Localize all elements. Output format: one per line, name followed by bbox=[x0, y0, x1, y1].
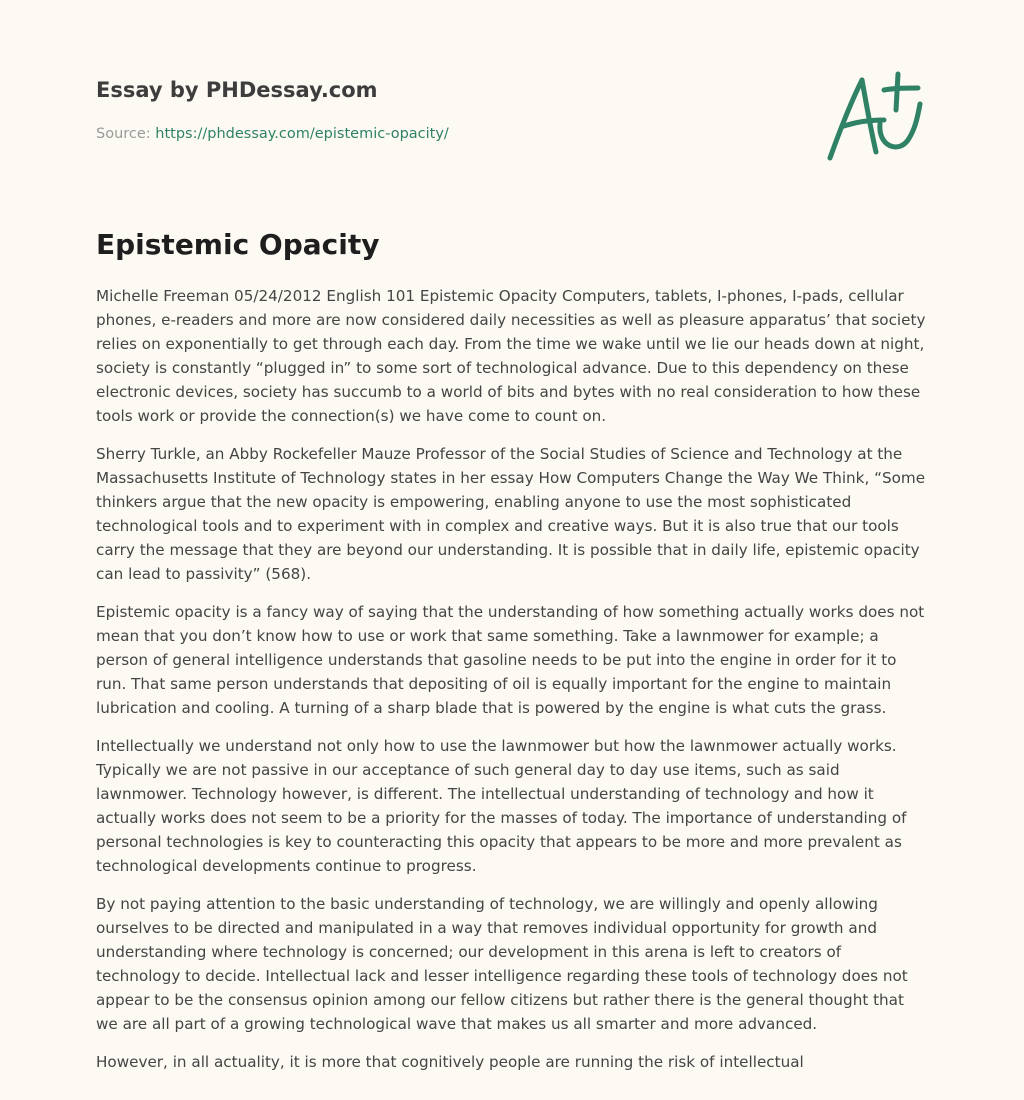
source-line bbox=[96, 124, 796, 144]
page-header bbox=[96, 74, 796, 144]
essay-paragraph: Sherry Turkle, an Abby Rockefeller Mauze Professor of the Social Studies of Science and Technology at the Massachusetts Institute of Technology states in her essay How Computers Change the Way We Think, “Some thinkers argue that the new opacity is empowering, enabling anyone to use the most sophisticated technological tools and to experiment with in complex and creative ways. But it is also true that our tools carry the message that they are beyond our understanding. It is possible that in daily life, epistemic opacity can lead to passivity” (568). bbox=[96, 445, 926, 583]
site-title: Essay by PHDessay.com bbox=[96, 78, 378, 102]
essay-paragraph: Epistemic opacity is a fancy way of saying that the understanding of how something actually works does not mean that you don’t know how to use or work that same something. Take a lawnmower for example; a person of general intelligence understands that gasoline needs to be put into the engine in order for it to run. That same person understands that depositing of oil is equally important for the engine to maintain lubrication and cooling. A turning of a sharp blade that is powered by the engine is what cuts the grass. bbox=[96, 603, 925, 717]
essay-paragraph: Michelle Freeman 05/24/2012 English 101 Epistemic Opacity Computers, tablets, I-phones, I-pads, cellular phones, e-readers and more are now considered daily necessities as well as pleasure apparatus’ that society relies on exponentially to get through each day. From the time we wake until we lie our heads down at night, society is constantly “plugged in” to some sort of technological advance. Due to this dependency on these electronic devices, society has succumb to a world of bits and bytes with no real consideration to how these tools work or provide the connection(s) we have come to count on. bbox=[96, 287, 926, 425]
essay-paragraph: Intellectually we understand not only how to use the lawnmower but how the lawnmower actually works. Typically we are not passive in our acceptance of such general day to day use items, such as said lawnmower. Technology however, is different. The intellectual understanding of technology and how it actually works does not seem to be a priority for the masses of today. The importance of understanding of personal technologies is key to counteracting this opacity that appears to be more and more prevalent as technological developments continue to progress. bbox=[96, 737, 907, 875]
source-link[interactable]: https://phdessay.com/epistemic-opacity/ bbox=[155, 126, 449, 142]
essay-title: Epistemic Opacity bbox=[96, 228, 380, 261]
a-plus-logo-icon[interactable] bbox=[822, 68, 926, 164]
essay-paragraph: However, in all actuality, it is more that cognitively people are running the risk of intellectual bbox=[96, 1053, 804, 1071]
essay-body bbox=[96, 284, 928, 1088]
essay-paragraph: By not paying attention to the basic understanding of technology, we are willingly and openly allowing ourselves to be directed and manipulated in a way that removes individual opportunity for growth and understanding where technology is concerned; our development in this arena is left to creators of technology to decide. Intellectual lack and lesser intelligence regarding these tools of technology does not appear to be the consensus opinion among our fellow citizens but rather there is the general thought that we are all part of a growing technological wave that makes us all smarter and more advanced. bbox=[96, 895, 908, 1033]
source-label: Source: bbox=[96, 126, 156, 142]
